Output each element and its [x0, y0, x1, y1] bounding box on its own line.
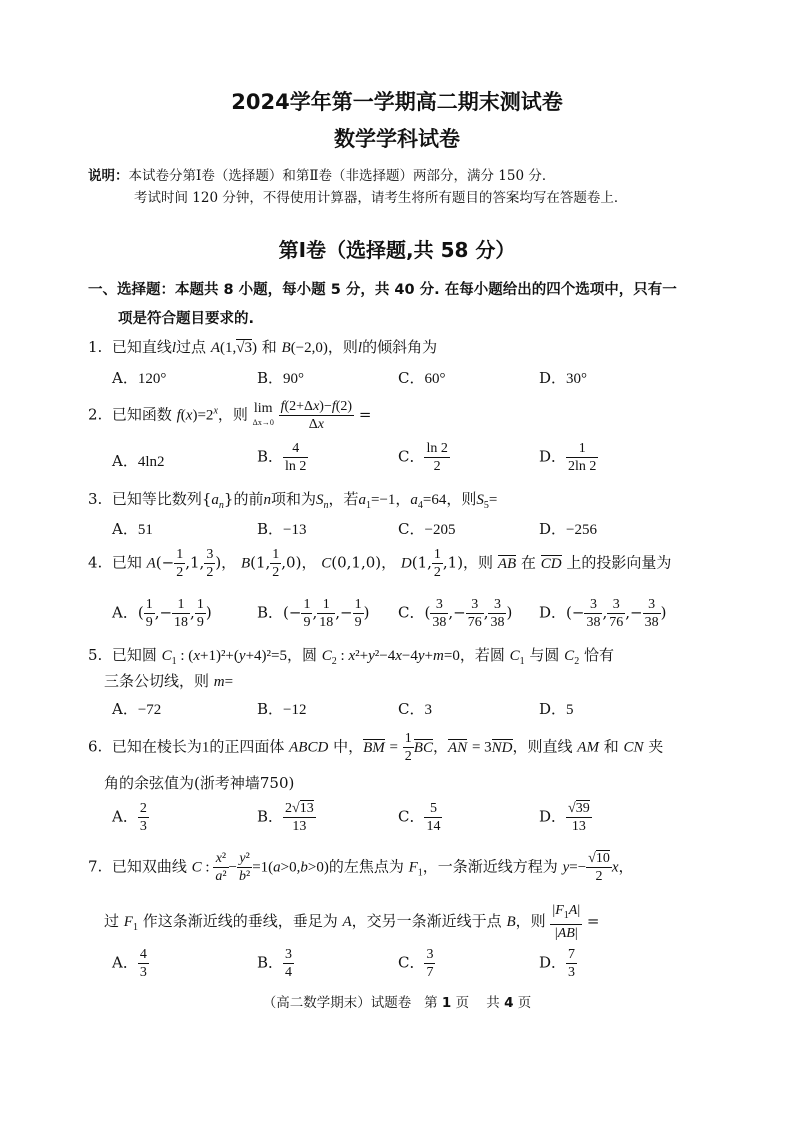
- footer-page-number: 1: [441, 995, 452, 1011]
- question-5-line-1: 5. 已知圆 $C_1$ : (x+1)²+(y+4)²=5，圆 $C_2$ : x²+y²−4x−4y+m=0，若圆 $C_1$ 与圆 $C_2$ 恰有: [88, 646, 614, 667]
- q2-option-d: D． $\frac{1}{2\ln 2}$: [539, 441, 597, 474]
- footer-total-label: 共: [486, 995, 500, 1011]
- footer-page-unit: 页: [455, 995, 470, 1011]
- q4-option-a: A．( $\frac{1}{9}$ ,− $\frac{1}{18}$ , $\frac{1}{9}$ ): [112, 597, 212, 630]
- note-label: 说明：: [88, 168, 129, 184]
- q1-option-d: D．30°: [539, 369, 588, 387]
- q7-option-b: B． $\frac{3}{4}$: [257, 947, 293, 980]
- q1-option-a: A．120°: [112, 369, 167, 387]
- section-heading-line-2: 项是符合题目要求的.: [118, 311, 255, 327]
- q2-option-a: A．4ln2: [112, 452, 165, 470]
- footer-page-label: 第: [424, 995, 438, 1011]
- q2-option-c: C． $\frac{\ln 2}{2}$: [398, 441, 448, 474]
- q4-option-d: D．(− $\frac{3}{38}$ , $\frac{3}{76}$ ,− $\frac{3}{38}$ ): [539, 597, 667, 630]
- section-heading-line-1: 一、选择题：本题共 8 小题，每小题 5 分，共 40 分. 在每小题给出的四个选项中，只有一: [88, 282, 677, 298]
- exam-title: 2024学年第一学期高二期末测试卷: [231, 90, 563, 114]
- q5-option-a: A．−72: [112, 700, 162, 718]
- q3-option-a: A．51: [112, 520, 153, 538]
- question-3: 3. 已知等比数列$\{a_n\}$的前n项和为$S_n$，若$a_1=-1$，$a_4=64$，则$S_5=$: [88, 490, 498, 511]
- q6-option-d: D． $\frac{√39}{13}$: [539, 801, 590, 834]
- q4-option-b: B．(− $\frac{1}{9}$ , $\frac{1}{18}$ ,− $\frac{1}{9}$ ): [257, 597, 370, 630]
- q1-option-b: B．90°: [257, 369, 305, 387]
- footer-total-pages: 4: [504, 995, 514, 1011]
- question-2: 2. 已知函数 $f(x)=2^x$，则 lim Δx→0 $\frac{f(2+\Delta x)-f(2)}{\Delta x}$ =: [88, 399, 372, 432]
- question-4: 4. 已知 A(− $\frac{1}{2}$ ,1, $\frac{3}{2}$ )， B(1, $\frac{1}{2}$ ,0)， C(0,1,0)， D(1, $\frac{1}{2}$ ,1)，则 AB 在 CD 上的投影向量为: [88, 547, 672, 580]
- q7-option-d: D． $\frac{7}{3}$: [539, 947, 576, 980]
- question-number: 1.: [88, 338, 103, 356]
- exam-subtitle: 数学学科试卷: [334, 127, 460, 151]
- q5-option-d: D．5: [539, 700, 574, 718]
- question-1: 1. 已知直线l过点 A(1,√3) 和 B(−2,0)，则l的倾斜角为: [88, 338, 438, 356]
- note-line-1: [88, 164, 555, 184]
- q4-option-c: C．( $\frac{3}{38}$ ,− $\frac{3}{76}$ , $\frac{3}{38}$ ): [398, 597, 513, 630]
- note-line-2: 考试时间 120 分钟，不得使用计算器，请考生将所有题目的答案均写在答题卷上．: [134, 190, 628, 206]
- question-7-line-2: 过 $F_1$ 作这条渐近线的垂线，垂足为 A，交另一条渐近线于点 B，则 $\frac{|F_1A|}{|AB|}$ =: [104, 903, 600, 941]
- q3-option-d: D．−256: [539, 520, 597, 538]
- question-6-line-1: 6. 已知在棱长为1的正四面体 ABCD 中，BM = $\frac{1}{2}$ BC，AN = 3ND，则直线 AM 和 CN 夹: [88, 731, 664, 764]
- question-7-line-1: 7. 已知双曲线 C : $\frac{\text{x²}}{\text{a²}}$ − $\frac{\text{y²}}{\text{b²}}$ =1(a>0,b>0)的左焦点为 $F_1$，一条渐近线方程为 y=− $\frac{√10}{2}$ x，: [88, 851, 634, 884]
- q3-option-b: B．−13: [257, 520, 307, 538]
- footer-total-unit: 页: [517, 995, 532, 1011]
- q2-option-b: B． $\frac{4}{\ln 2}$: [257, 441, 307, 474]
- q7-option-c: C． $\frac{3}{7}$: [398, 947, 434, 980]
- note-text-1: 本试卷分第Ⅰ卷（选择题）和第Ⅱ卷（非选择题）两部分，满分 150 分．: [128, 168, 556, 184]
- question-5-line-2: 三条公切线，则 m=: [104, 672, 234, 690]
- question-6-line-2: 角的余弦值为(浙考神墙750): [104, 774, 295, 792]
- q1-option-c: C．60°: [398, 369, 446, 387]
- q3-option-c: C．−205: [398, 520, 456, 538]
- q6-option-b: B． $\frac{2√13}{13}$: [257, 801, 314, 834]
- page-footer: [0, 991, 794, 1011]
- q5-option-c: C．3: [398, 700, 432, 718]
- part-title: 第Ⅰ卷（选择题,共 58 分）: [278, 238, 516, 262]
- footer-prefix: （高二数学期末）试题卷: [262, 995, 412, 1011]
- q7-option-a: A． $\frac{4}{3}$: [112, 947, 147, 980]
- q6-option-a: A． $\frac{2}{3}$: [112, 801, 147, 834]
- q6-option-c: C． $\frac{5}{14}$: [398, 801, 441, 834]
- q5-option-b: B．−12: [257, 700, 307, 718]
